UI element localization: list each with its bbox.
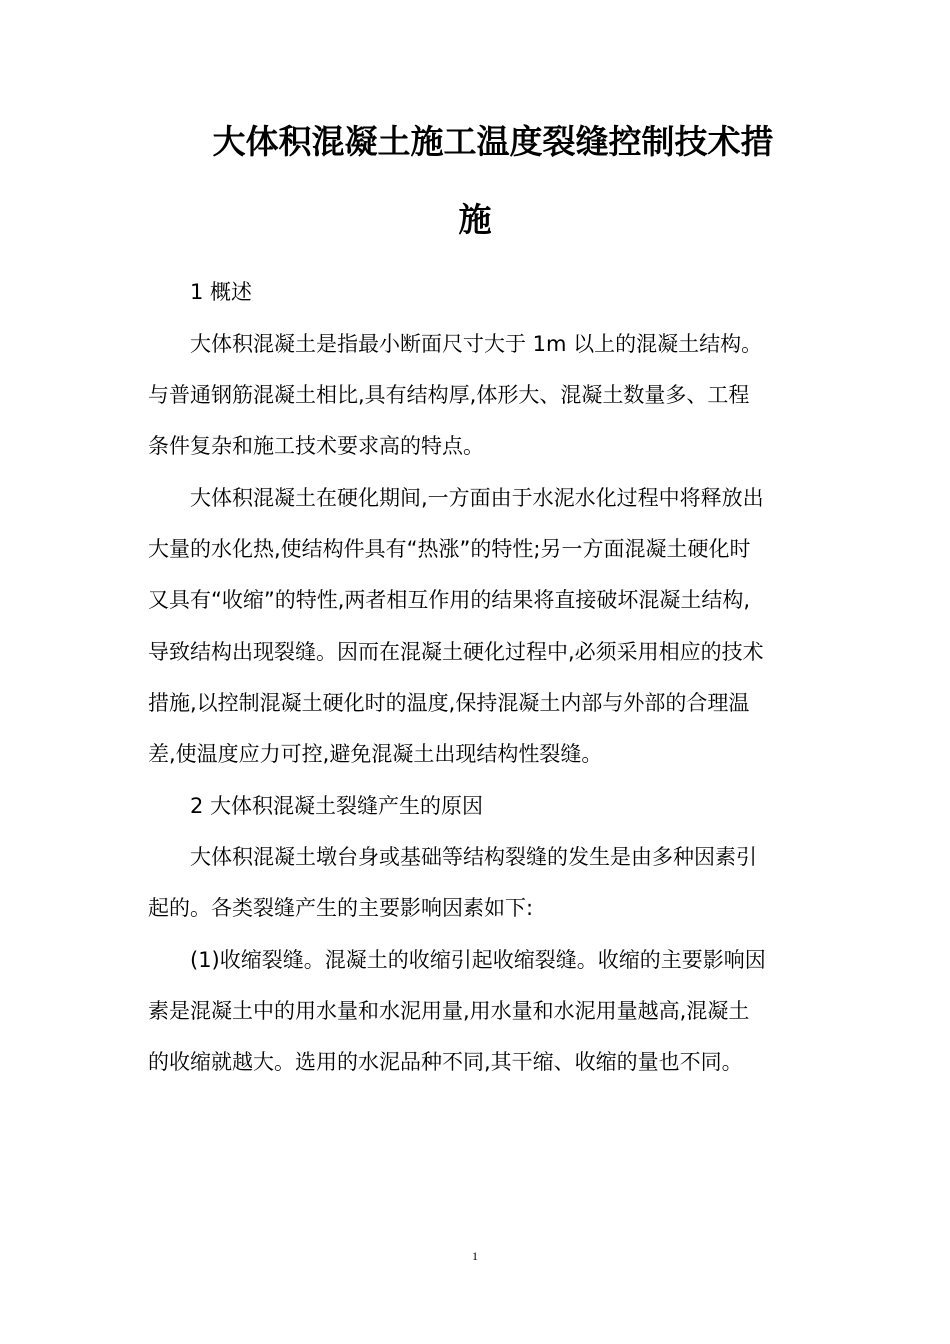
paragraph-line: 起的。各类裂缝产生的主要影响因素如下: [148, 896, 534, 920]
paragraph-line: 差,使温度应力可控,避免混凝土出现结构性裂缝。 [148, 742, 603, 766]
section-heading-causes: 2 大体积混凝土裂缝产生的原因 [190, 794, 484, 818]
document-title-line-1: 大体积混凝土施工温度裂缝控制技术措 [212, 122, 774, 161]
paragraph-line: 又具有“收缩”的特性,两者相互作用的结果将直接破坏混凝土结构, [148, 588, 751, 612]
paragraph-line: 大量的水化热,使结构件具有“热涨”的特性;另一方面混凝土硬化时 [148, 537, 751, 561]
document-title-line-2: 施 [458, 200, 492, 239]
paragraph-line: (1)收缩裂缝。混凝土的收缩引起收缩裂缝。收缩的主要影响因 [190, 948, 766, 972]
page-number: 1 [472, 1249, 478, 1263]
paragraph-line: 大体积混凝土是指最小断面尺寸大于 1m 以上的混凝土结构。 [190, 332, 763, 356]
paragraph-line: 条件复杂和施工技术要求高的特点。 [148, 434, 484, 458]
section-heading-overview: 1 概述 [190, 280, 253, 304]
paragraph-line: 措施,以控制混凝土硬化时的温度,保持混凝土内部与外部的合理温 [148, 691, 750, 715]
paragraph-line: 的收缩就越大。选用的水泥品种不同,其干缩、收缩的量也不同。 [148, 1050, 743, 1074]
paragraph-line: 素是混凝土中的用水量和水泥用量,用水量和水泥用量越高,混凝土 [148, 999, 750, 1023]
paragraph-line: 大体积混凝土墩台身或基础等结构裂缝的发生是由多种因素引 [190, 845, 757, 869]
paragraph-line: 导致结构出现裂缝。因而在混凝土硬化过程中,必须采用相应的技术 [148, 640, 764, 664]
paragraph-line: 大体积混凝土在硬化期间,一方面由于水泥水化过程中将释放出 [190, 486, 764, 510]
paragraph-line: 与普通钢筋混凝土相比,具有结构厚,体形大、混凝土数量多、工程 [148, 383, 750, 407]
